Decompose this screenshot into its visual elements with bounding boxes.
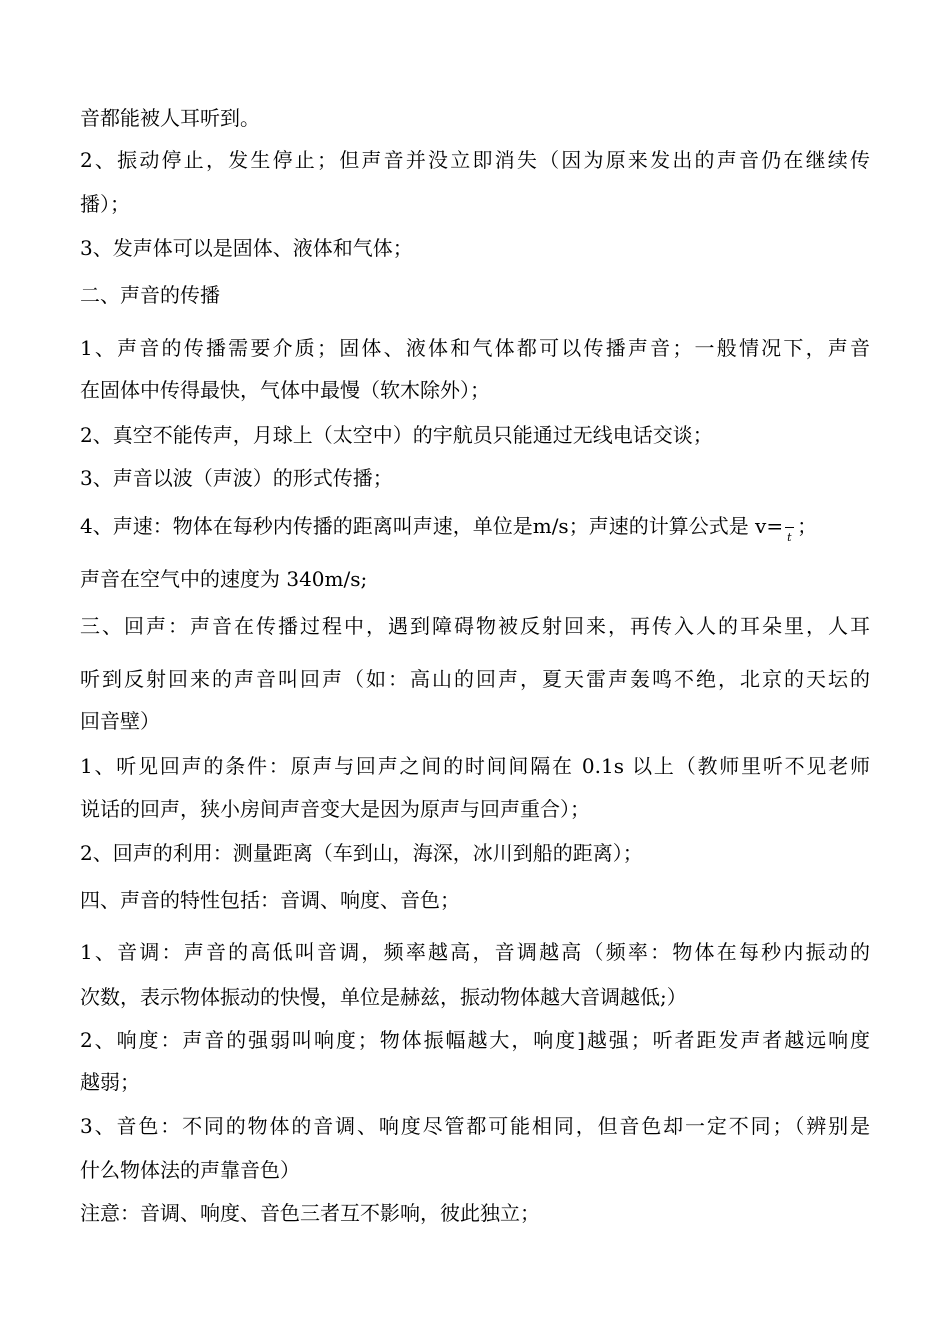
- text-line: 3、发声体可以是固体、液体和气体；: [80, 236, 413, 260]
- text-line: 播）；: [80, 192, 130, 216]
- section-heading: 三、回声: [80, 614, 168, 638]
- fraction-denominator: t: [787, 531, 792, 544]
- text-line: 在固体中传得最快，气体中最慢（软木除外）；: [80, 378, 490, 402]
- text-line: 1、音调：声音的高低叫音调，频率越高，音调越高（频率：物体在每秒内振动的: [80, 940, 870, 964]
- text-line: 1、听见回声的条件：原声与回声之间的时间间隔在 0.1s 以上（教师里听不见老师: [80, 754, 870, 778]
- section-heading: 二、声音的传播: [80, 283, 220, 307]
- text-line: 回音壁）: [80, 709, 160, 733]
- text-line: 2、真空不能传声，月球上（太空中）的宇航员只能通过无线电话交谈；: [80, 423, 713, 447]
- fraction: [783, 512, 797, 544]
- text-line: 越弱；: [80, 1070, 140, 1094]
- text-line: 2、振动停止，发生停止；但声音并没立即消失（因为原来发出的声音仍在继续传: [80, 148, 870, 172]
- text-line: 3、音色：不同的物体的音调、响度尽管都可能相同，但音色却一定不同；（辨别是: [80, 1114, 870, 1138]
- section-heading-line: [80, 612, 870, 640]
- text-line: 次数，表示物体振动的快慢，单位是赫兹，振动物体越大音调越低;）: [80, 985, 687, 1009]
- text-line: 2、响度：声音的强弱叫响度；物体振幅越大，响度]越强；听者距发声者越远响度: [80, 1028, 870, 1052]
- fraction-bar: [785, 527, 794, 528]
- text-line: 音都能被人耳听到。: [80, 106, 260, 130]
- text-line: 什么物体法的声靠音色）: [80, 1158, 300, 1182]
- text-line: 3、声音以波（声波）的形式传播；: [80, 466, 393, 490]
- text-line: 1、声音的传播需要介质；固体、液体和气体都可以传播声音；一般情况下，声音: [80, 336, 870, 360]
- section-heading-text: ：声音在传播过程中，遇到障碍物被反射回来，再传入人的耳朵里，人耳: [168, 614, 870, 638]
- formula-suffix: ；: [797, 514, 818, 538]
- text-line: 听到反射回来的声音叫回声（如：高山的回声，夏天雷声轰鸣不绝，北京的天坛的: [80, 667, 870, 691]
- text-line-formula: [80, 512, 818, 544]
- text-line: 说话的回声，狭小房间声音变大是因为原声与回声重合）；: [80, 797, 590, 821]
- text-line: 2、回声的利用：测量距离（车到山，海深，冰川到船的距离）；: [80, 841, 643, 865]
- formula-text: 4、声速：物体在每秒内传播的距离叫声速，单位是m/s；声速的计算公式是 v=: [80, 514, 784, 538]
- section-heading: 四、声音的特性包括：音调、响度、音色；: [80, 888, 460, 912]
- text-line: 声音在空气中的速度为 340m/s;: [80, 567, 368, 591]
- text-line: 注意：音调、响度、音色三者互不影响，彼此独立；: [80, 1201, 540, 1225]
